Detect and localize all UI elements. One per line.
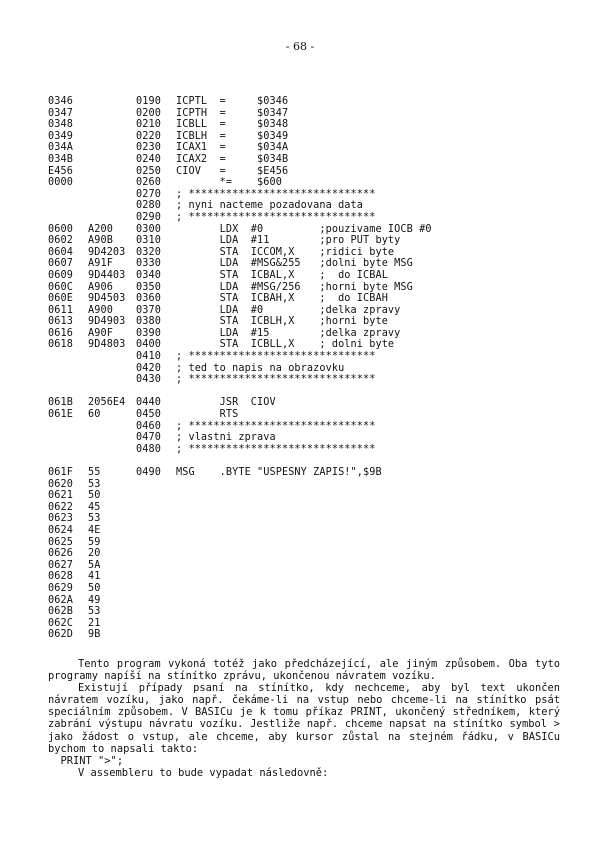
listing-line-number: [136, 548, 176, 560]
listing-object-bytes: A200: [88, 223, 113, 235]
listing-object-bytes: 9D4203: [88, 246, 126, 258]
listing-row: [48, 444, 588, 456]
listing-source: ICPTH = $0347: [176, 107, 289, 119]
listing-object-bytes: 4E: [88, 524, 101, 536]
listing-address: 062A: [48, 594, 73, 606]
listing-row: [48, 490, 588, 502]
listing-address: 034A: [48, 142, 73, 154]
listing-object-bytes: 50: [88, 490, 101, 502]
listing-source: [176, 490, 588, 502]
listing-address: 0627: [48, 559, 73, 571]
listing-line-number: 0300: [136, 223, 161, 235]
listing-line-number: [136, 606, 176, 618]
listing-line-number: [136, 537, 176, 549]
listing-object-bytes: 9D4903: [88, 316, 126, 328]
listing-address: 0628: [48, 571, 73, 583]
listing-object-bytes: 53: [88, 513, 101, 525]
listing-row: [48, 560, 588, 572]
listing-object-bytes: A90B: [88, 235, 113, 247]
listing-address: 061F: [48, 467, 73, 478]
listing-line-number: 0270: [136, 188, 161, 200]
listing-row: [48, 629, 588, 641]
listing-line-number: 0250: [136, 165, 161, 177]
listing-source: ICAX2 = $034B: [176, 153, 289, 165]
listing-address: [48, 432, 88, 444]
listing-row: [48, 606, 588, 618]
listing-source: [176, 513, 588, 525]
listing-address: 062D: [48, 629, 73, 641]
listing-object-bytes: [88, 189, 136, 201]
listing-row: [48, 282, 588, 294]
listing-object-bytes: 2056E4: [88, 397, 126, 409]
listing-address: 0348: [48, 119, 73, 131]
listing-row: [48, 108, 588, 120]
listing-address: 0600: [48, 223, 73, 235]
listing-row: [48, 351, 588, 363]
listing-row: [48, 548, 588, 560]
listing-object-bytes: 59: [88, 536, 101, 548]
page-number: - 68 -: [285, 40, 315, 53]
listing-source: LDA #11 ;pro PUT byty: [176, 235, 401, 247]
listing-address: 0611: [48, 304, 73, 316]
basic-print-example: PRINT ">";: [48, 754, 124, 767]
paragraph-3: V assembleru to bude vypadat následovně:: [78, 766, 329, 779]
listing-address: [48, 374, 88, 386]
listing-source: [176, 595, 588, 607]
listing-address: [48, 363, 88, 375]
listing-row: [48, 305, 588, 317]
listing-source: ; ******************************: [176, 420, 376, 432]
listing-line-number: 0190: [136, 96, 161, 107]
listing-row: [48, 177, 588, 189]
listing-address: 0613: [48, 316, 73, 328]
listing-line-number: [136, 560, 176, 572]
listing-object-bytes: [88, 374, 136, 386]
listing-source: [176, 525, 588, 537]
listing-line-number: [136, 490, 176, 502]
listing-object-bytes: 60: [88, 409, 101, 421]
listing-row: [48, 374, 588, 386]
listing-object-bytes: 9B: [88, 629, 101, 641]
listing-row: [48, 96, 588, 108]
listing-row: [48, 189, 588, 201]
listing-object-bytes: [88, 421, 136, 433]
listing-line-number: [136, 595, 176, 607]
listing-address: 0000: [48, 177, 73, 189]
listing-row: [48, 166, 588, 178]
listing-row: [48, 537, 588, 549]
listing-source: [176, 479, 588, 491]
listing-line-number: 0380: [136, 316, 161, 328]
listing-object-bytes: [88, 177, 136, 189]
listing-object-bytes: [88, 432, 136, 444]
listing-source: LDA #0 ;delka zpravy: [176, 304, 401, 316]
listing-source: [176, 571, 588, 583]
listing-line-number: [136, 618, 176, 630]
listing-line-number: 0230: [136, 142, 161, 154]
listing-address: 0346: [48, 96, 73, 107]
listing-address: 061B: [48, 397, 73, 409]
listing-source: [176, 583, 588, 595]
listing-line-number: [136, 502, 176, 514]
listing-line-number: 0450: [136, 409, 161, 421]
listing-source: *= $600: [176, 177, 282, 189]
listing-row: [48, 328, 588, 340]
listing-address: [48, 200, 88, 212]
body-text: [48, 658, 560, 779]
listing-source: STA ICBAL,X ; do ICBAL: [176, 269, 388, 281]
listing-object-bytes: 55: [88, 467, 101, 478]
listing-row: [48, 131, 588, 143]
listing-source: STA ICCOM,X ;ridici byte: [176, 246, 395, 258]
listing-address: [48, 212, 88, 224]
listing-line-number: [136, 513, 176, 525]
listing-row: [48, 513, 588, 525]
listing-source: [176, 618, 588, 630]
listing-line-number: [136, 583, 176, 595]
listing-source: STA ICBLH,X ;horni byte: [176, 316, 388, 328]
listing-source: MSG .BYTE "USPESNY ZAPIS!",$9B: [176, 467, 382, 478]
listing-line-number: 0470: [136, 432, 161, 444]
listing-line-number: 0430: [136, 374, 161, 386]
listing-line-number: 0370: [136, 304, 161, 316]
listing-object-bytes: [88, 154, 136, 166]
listing-object-bytes: [88, 166, 136, 178]
listing-object-bytes: 41: [88, 571, 101, 583]
listing-address: 060E: [48, 293, 73, 305]
listing-line-number: 0340: [136, 269, 161, 281]
listing-source: ; ******************************: [176, 443, 376, 455]
listing-row: [48, 142, 588, 154]
listing-object-bytes: 21: [88, 617, 101, 629]
listing-address: [48, 351, 88, 363]
listing-source: ICBLH = $0349: [176, 130, 289, 142]
listing-address: 0616: [48, 327, 73, 339]
listing-source: ICPTL = $0346: [176, 96, 289, 107]
paragraph-1: Tento program vykoná totéž jako předcházející, ale jiným způsobem. Oba tyto programy napíší na stínítko zprávu, ukončenou návratem vozíku.: [48, 658, 560, 683]
listing-object-bytes: A906: [88, 281, 113, 293]
listing-object-bytes: [88, 142, 136, 154]
listing-line-number: 0360: [136, 293, 161, 305]
listing-object-bytes: [88, 212, 136, 224]
listing-address: 034B: [48, 153, 73, 165]
listing-source: LDA #MSG/256 ;horni byte MSG: [176, 281, 413, 293]
listing-row: [48, 525, 588, 537]
assembly-listing: [48, 96, 588, 641]
listing-row: [48, 224, 588, 236]
listing-row: [48, 119, 588, 131]
listing-object-bytes: [88, 108, 136, 120]
listing-line-number: 0290: [136, 211, 161, 223]
listing-line-number: 0220: [136, 130, 161, 142]
listing-address: 0622: [48, 501, 73, 513]
listing-object-bytes: 9D4503: [88, 293, 126, 305]
listing-object-bytes: [88, 119, 136, 131]
listing-row: [48, 363, 588, 375]
listing-line-number: 0440: [136, 397, 161, 409]
listing-row: [48, 583, 588, 595]
listing-address: 0618: [48, 339, 73, 351]
listing-row: [48, 502, 588, 514]
listing-object-bytes: 50: [88, 582, 101, 594]
listing-address: 0604: [48, 246, 73, 258]
listing-row: [48, 293, 588, 305]
listing-line-number: 0460: [136, 420, 161, 432]
listing-line-number: 0210: [136, 119, 161, 131]
listing-source: ; vlastni zprava: [176, 432, 276, 444]
listing-row: [48, 397, 588, 409]
listing-object-bytes: A900: [88, 304, 113, 316]
listing-object-bytes: [88, 200, 136, 212]
listing-object-bytes: A91F: [88, 258, 113, 270]
listing-object-bytes: [88, 131, 136, 143]
listing-line-number: [136, 629, 176, 641]
listing-address: 060C: [48, 281, 73, 293]
listing-line-number: 0260: [136, 177, 161, 189]
listing-line-number: 0330: [136, 258, 161, 270]
listing-object-bytes: 5A: [88, 559, 101, 571]
listing-object-bytes: [88, 351, 136, 363]
paragraph-2: Existují případy psaní na stínítko, kdy nechceme, aby byl text ukončen návratem vozíku, jako např. čekáme-li na vstup nebo chceme-li na stínítko psát speciálním způsobem. V BASICu je k tomu příkaz PRINT, ukončený středníkem, který zabrání výstupu návratu vozíku. Jestliže např. chceme napsat na stínítko symbol > jako žádost o vstup, ale chceme, aby kursor zůstal na stejném řádku, v BASICu bychom to napsali takto:: [48, 682, 560, 755]
listing-object-bytes: A90F: [88, 327, 113, 339]
listing-line-number: 0200: [136, 107, 161, 119]
listing-row: [48, 154, 588, 166]
listing-spacer: [48, 455, 588, 467]
listing-row: [48, 467, 588, 479]
listing-address: 0607: [48, 258, 73, 270]
listing-source: JSR CIOV: [176, 397, 276, 409]
listing-row: [48, 316, 588, 328]
listing-line-number: 0320: [136, 246, 161, 258]
listing-source: ; ******************************: [176, 351, 376, 363]
listing-source: ; ******************************: [176, 188, 376, 200]
listing-line-number: 0390: [136, 327, 161, 339]
listing-object-bytes: [88, 96, 136, 108]
listing-source: LDA #15 ;delka zpravy: [176, 327, 401, 339]
listing-line-number: 0240: [136, 153, 161, 165]
listing-address: 061E: [48, 409, 73, 421]
listing-source: [176, 629, 588, 641]
listing-object-bytes: 49: [88, 594, 101, 606]
listing-address: 0626: [48, 548, 73, 560]
listing-row: [48, 479, 588, 491]
listing-line-number: 0310: [136, 235, 161, 247]
listing-source: [176, 537, 588, 549]
listing-address: 062C: [48, 617, 73, 629]
listing-line-number: 0350: [136, 281, 161, 293]
listing-row: [48, 571, 588, 583]
listing-source: STA ICBLL,X ; dolni byte: [176, 339, 395, 351]
listing-source: CIOV = $E456: [176, 165, 289, 177]
listing-source: [176, 548, 588, 560]
listing-row: [48, 258, 588, 270]
listing-address: 0621: [48, 490, 73, 502]
listing-object-bytes: 9D4803: [88, 339, 126, 351]
listing-address: 0623: [48, 513, 73, 525]
listing-line-number: 0280: [136, 200, 161, 212]
listing-source: ; ******************************: [176, 374, 376, 386]
listing-row: [48, 421, 588, 433]
listing-address: 0625: [48, 536, 73, 548]
listing-row: [48, 618, 588, 630]
listing-source: [176, 606, 588, 618]
listing-row: [48, 595, 588, 607]
listing-source: LDA #MSG&255 ;dolni byte MSG: [176, 258, 413, 270]
listing-object-bytes: 20: [88, 548, 101, 560]
listing-spacer: [48, 386, 588, 398]
listing-source: ; ******************************: [176, 211, 376, 223]
listing-line-number: 0420: [136, 362, 161, 374]
listing-row: [48, 409, 588, 421]
listing-row: [48, 247, 588, 259]
listing-source: [176, 560, 588, 572]
listing-address: E456: [48, 165, 73, 177]
listing-line-number: 0490: [136, 467, 161, 478]
listing-object-bytes: 9D4403: [88, 269, 126, 281]
listing-object-bytes: 53: [88, 606, 101, 618]
listing-source: STA ICBAH,X ; do ICBAH: [176, 293, 388, 305]
listing-address: 0624: [48, 524, 73, 536]
listing-row: [48, 235, 588, 247]
listing-object-bytes: 45: [88, 501, 101, 513]
listing-line-number: 0480: [136, 443, 161, 455]
listing-address: 0620: [48, 478, 73, 490]
listing-source: ; nyni nacteme pozadovana data: [176, 200, 364, 212]
listing-row: [48, 200, 588, 212]
listing-line-number: 0400: [136, 339, 161, 351]
listing-line-number: 0410: [136, 351, 161, 363]
listing-address: [48, 189, 88, 201]
listing-source: RTS: [176, 409, 239, 421]
listing-line-number: [136, 571, 176, 583]
listing-row: [48, 270, 588, 282]
listing-address: 0347: [48, 107, 73, 119]
listing-address: 062B: [48, 606, 73, 618]
listing-source: ICAX1 = $034A: [176, 142, 289, 154]
listing-row: [48, 339, 588, 351]
listing-address: 0602: [48, 235, 73, 247]
listing-row: [48, 432, 588, 444]
listing-address: 0629: [48, 582, 73, 594]
listing-object-bytes: 53: [88, 478, 101, 490]
listing-row: [48, 212, 588, 224]
listing-address: 0609: [48, 269, 73, 281]
listing-object-bytes: [88, 444, 136, 456]
listing-object-bytes: [88, 363, 136, 375]
listing-source: ; ted to napis na obrazovku: [176, 362, 345, 374]
listing-source: [176, 502, 588, 514]
listing-address: [48, 421, 88, 433]
listing-source: ICBLL = $0348: [176, 119, 289, 131]
listing-line-number: [136, 479, 176, 491]
listing-line-number: [136, 525, 176, 537]
listing-source: LDX #0 ;pouzivame IOCB #0: [176, 223, 432, 235]
listing-address: 0349: [48, 130, 73, 142]
listing-address: [48, 444, 88, 456]
